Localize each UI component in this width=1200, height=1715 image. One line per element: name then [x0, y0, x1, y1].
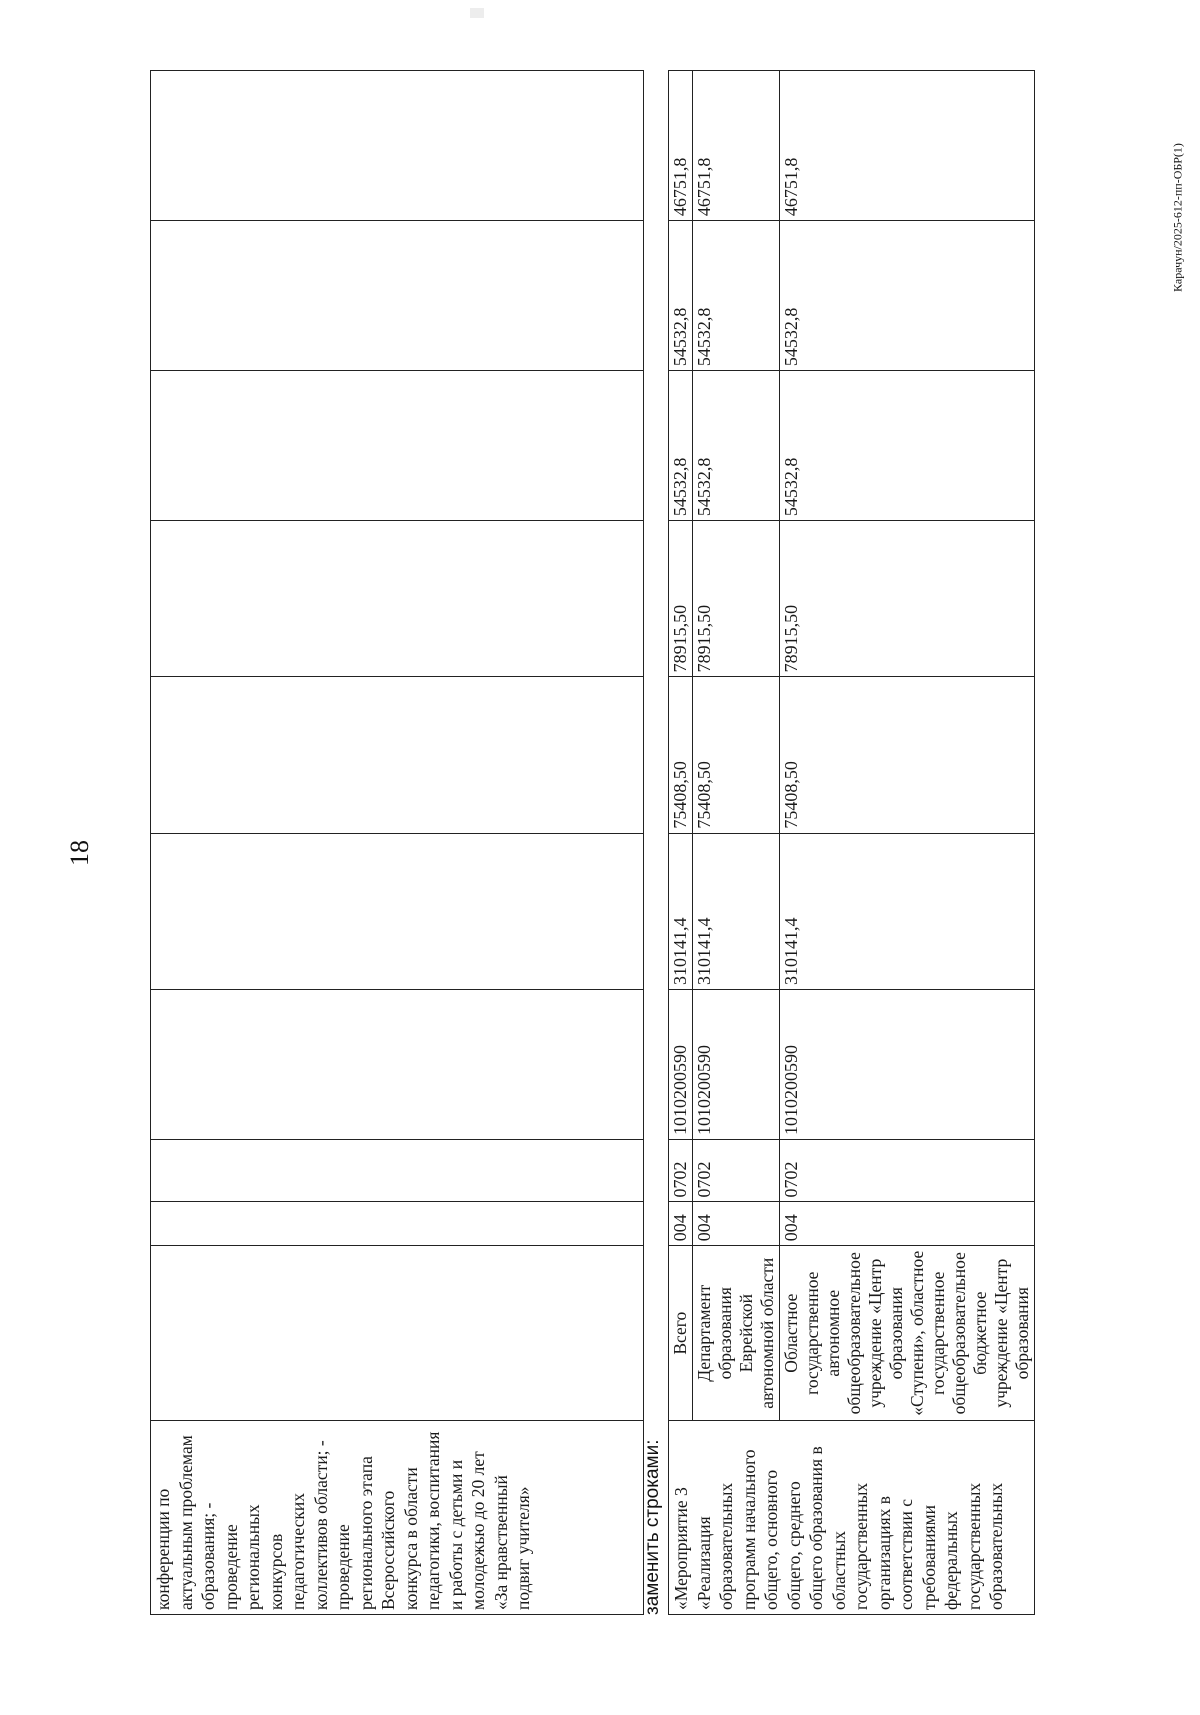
value-cell: 75408,50 — [780, 677, 1035, 833]
empty-cell — [151, 1139, 644, 1202]
value-cell: 78915,50 — [693, 521, 780, 677]
value-cell: 75408,50 — [669, 677, 693, 833]
csr-cell: 1010200590 — [780, 989, 1035, 1139]
document-code: Карачун/2025-612-пп-ОБР(1) — [1170, 143, 1185, 292]
csr-cell: 1010200590 — [669, 989, 693, 1139]
empty-cell — [151, 833, 644, 989]
value-cell: 310141,4 — [780, 833, 1035, 989]
activity-description-cell: конференции по актуальным проблемам образования; - проведение региональных конкурсов педагогических коллективов области; - проведение регионального этапа Всероссийского конкурса в области педагогики, воспитания и работы с детьми и молодежью до 20 лет «За нравственный подвиг учителя» — [151, 1421, 644, 1615]
value-cell: 54532,8 — [669, 371, 693, 521]
recipient-cell: Всего — [669, 1246, 693, 1421]
activity-description-cell: «Мероприятие 3 «Реализация образовательных программ начального общего, основного общего, среднего общего образования в областных государственных организациях в соответствии с требованиями федеральных государственных образовательных — [669, 1421, 1035, 1615]
value-cell: 310141,4 — [693, 833, 780, 989]
value-cell: 54532,8 — [669, 221, 693, 371]
rz-pr-cell: 0702 — [669, 1139, 693, 1202]
grbs-cell: 004 — [669, 1202, 693, 1246]
recipient-cell: Областное государственное автономное общеобразовательное учреждение «Центр образования «Ступени», областное государственное общеобразовательное бюджетное учреждение «Центр образования — [780, 1246, 1035, 1421]
empty-cell — [151, 371, 644, 521]
empty-cell — [151, 677, 644, 833]
empty-cell — [151, 71, 644, 221]
value-cell: 54532,8 — [693, 371, 780, 521]
empty-cell — [151, 521, 644, 677]
csr-cell: 1010200590 — [693, 989, 780, 1139]
page-number: 18 — [65, 840, 94, 866]
bottom-table — [668, 70, 1035, 1615]
empty-cell — [151, 989, 644, 1139]
value-cell: 54532,8 — [780, 371, 1035, 521]
rz-pr-cell: 0702 — [693, 1139, 780, 1202]
rz-pr-cell: 0702 — [780, 1139, 1035, 1202]
value-cell: 75408,50 — [693, 677, 780, 833]
section-heading: заменить строками: — [642, 1439, 663, 1615]
value-cell: 78915,50 — [669, 521, 693, 677]
rotated-page-content — [0, 30, 1200, 1715]
scan-artifact — [470, 8, 484, 18]
value-cell: 46751,8 — [780, 71, 1035, 221]
table-row — [669, 71, 693, 1615]
value-cell: 54532,8 — [780, 221, 1035, 371]
value-cell: 310141,4 — [669, 833, 693, 989]
empty-cell — [151, 1246, 644, 1421]
grbs-cell: 004 — [693, 1202, 780, 1246]
table-row — [780, 71, 1035, 1615]
top-table — [150, 70, 644, 1615]
recipient-cell: Департамент образования Еврейской автономной области — [693, 1246, 780, 1421]
grbs-cell: 004 — [780, 1202, 1035, 1246]
value-cell: 46751,8 — [693, 71, 780, 221]
value-cell: 78915,50 — [780, 521, 1035, 677]
table-row — [693, 71, 780, 1615]
value-cell: 54532,8 — [693, 221, 780, 371]
empty-cell — [151, 1202, 644, 1246]
value-cell: 46751,8 — [669, 71, 693, 221]
empty-cell — [151, 221, 644, 371]
